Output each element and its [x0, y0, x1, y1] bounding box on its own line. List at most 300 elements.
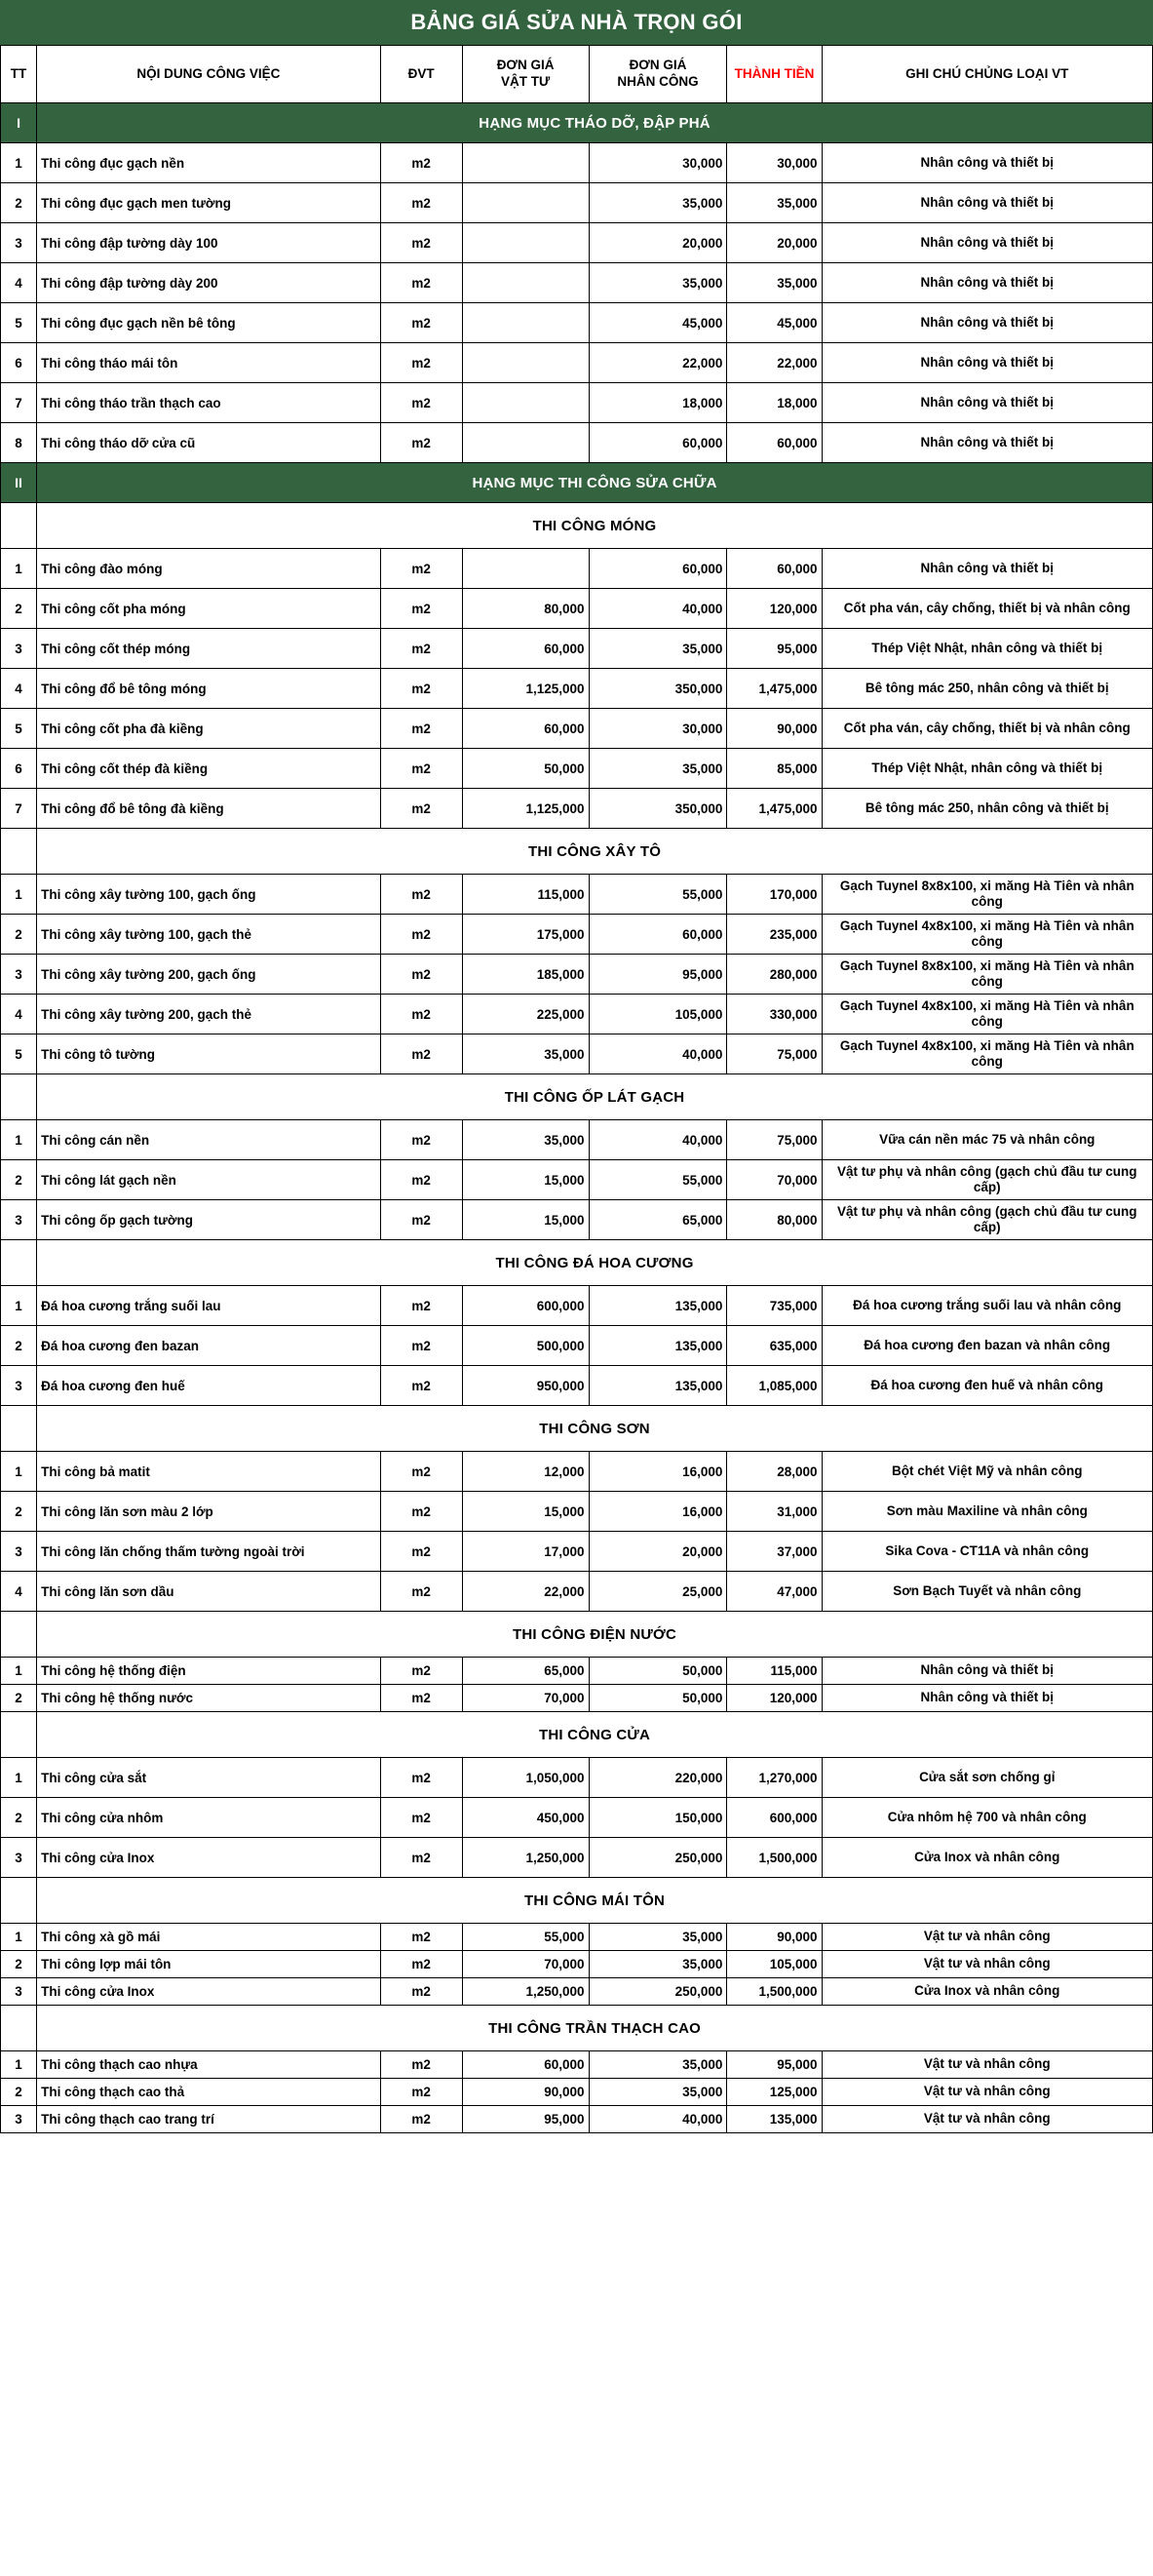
subsection-title: THI CÔNG MÁI TÔN [37, 1878, 1153, 1924]
row-material-price: 90,000 [462, 2079, 589, 2106]
row-unit: m2 [380, 995, 462, 1034]
row-work-name: Thi công cốt thép đà kiềng [37, 749, 381, 789]
row-total: 90,000 [727, 709, 822, 749]
row-note: Thép Việt Nhật, nhân công và thiết bị [822, 629, 1152, 669]
row-labor-price: 250,000 [589, 1978, 727, 2006]
column-header-material-price [462, 46, 589, 103]
row-material-price: 22,000 [462, 1572, 589, 1612]
row-total: 170,000 [727, 875, 822, 915]
row-work-name: Thi công cốt pha đà kiềng [37, 709, 381, 749]
table-row [1, 423, 1153, 463]
row-number: 5 [1, 1034, 37, 1074]
row-note: Vật tư và nhân công [822, 2106, 1152, 2133]
row-work-name: Thi công tô tường [37, 1034, 381, 1074]
row-note: Nhân công và thiết bị [822, 223, 1152, 263]
row-material-price: 60,000 [462, 629, 589, 669]
row-work-name: Thi công đục gạch nền bê tông [37, 303, 381, 343]
row-labor-price: 35,000 [589, 2051, 727, 2079]
subsection-title: THI CÔNG CỬA [37, 1712, 1153, 1758]
row-labor-price: 40,000 [589, 589, 727, 629]
row-unit: m2 [380, 1532, 462, 1572]
row-work-name: Thi công tháo dỡ cửa cũ [37, 423, 381, 463]
column-header-dvt: ĐVT [380, 46, 462, 103]
row-note: Vật tư và nhân công [822, 1951, 1152, 1978]
subsection-title: THI CÔNG ĐÁ HOA CƯƠNG [37, 1240, 1153, 1286]
table-row [1, 1034, 1153, 1074]
row-material-price [462, 343, 589, 383]
row-number: 3 [1, 1200, 37, 1240]
row-unit: m2 [380, 143, 462, 183]
row-number: 3 [1, 1978, 37, 2006]
row-unit: m2 [380, 955, 462, 995]
row-number: 2 [1, 2079, 37, 2106]
row-work-name: Thi công lợp mái tôn [37, 1951, 381, 1978]
subsection-header-row [1, 1074, 1153, 1120]
row-work-name: Thi công lăn sơn màu 2 lớp [37, 1492, 381, 1532]
row-material-price: 12,000 [462, 1452, 589, 1492]
row-unit: m2 [380, 1798, 462, 1838]
row-number: 4 [1, 995, 37, 1034]
row-material-price: 1,125,000 [462, 789, 589, 829]
row-note: Gạch Tuynel 4x8x100, xi măng Hà Tiên và nhân công [822, 995, 1152, 1034]
row-total: 22,000 [727, 343, 822, 383]
row-labor-price: 135,000 [589, 1286, 727, 1326]
row-labor-price: 50,000 [589, 1658, 727, 1685]
table-row [1, 1326, 1153, 1366]
price-table [0, 45, 1153, 2133]
row-total: 37,000 [727, 1532, 822, 1572]
table-row [1, 2051, 1153, 2079]
row-material-price [462, 423, 589, 463]
row-work-name: Thi công xây tường 200, gạch thẻ [37, 995, 381, 1034]
row-unit: m2 [380, 383, 462, 423]
row-total: 105,000 [727, 1951, 822, 1978]
section-roman: II [1, 463, 37, 503]
row-unit: m2 [380, 2106, 462, 2133]
row-material-price: 55,000 [462, 1924, 589, 1951]
row-total: 31,000 [727, 1492, 822, 1532]
subsection-title: THI CÔNG ỐP LÁT GẠCH [37, 1074, 1153, 1120]
subsection-header-row [1, 503, 1153, 549]
row-total: 60,000 [727, 423, 822, 463]
row-note: Gạch Tuynel 8x8x100, xi măng Hà Tiên và nhân công [822, 875, 1152, 915]
row-number: 3 [1, 629, 37, 669]
row-work-name: Thi công xây tường 100, gạch thẻ [37, 915, 381, 955]
row-total: 1,270,000 [727, 1758, 822, 1798]
row-note: Nhân công và thiết bị [822, 143, 1152, 183]
row-labor-price: 220,000 [589, 1758, 727, 1798]
row-unit: m2 [380, 1200, 462, 1240]
row-work-name: Thi công hệ thống điện [37, 1658, 381, 1685]
row-total: 95,000 [727, 629, 822, 669]
row-note: Nhân công và thiết bị [822, 183, 1152, 223]
row-note: Nhân công và thiết bị [822, 549, 1152, 589]
row-number: 7 [1, 789, 37, 829]
row-number: 2 [1, 1492, 37, 1532]
row-total: 45,000 [727, 303, 822, 343]
row-total: 95,000 [727, 2051, 822, 2079]
table-row [1, 1798, 1153, 1838]
row-number: 3 [1, 2106, 37, 2133]
row-note: Gạch Tuynel 4x8x100, xi măng Hà Tiên và nhân công [822, 1034, 1152, 1074]
row-note: Nhân công và thiết bị [822, 263, 1152, 303]
row-material-price: 225,000 [462, 995, 589, 1034]
row-note: Vật tư và nhân công [822, 1924, 1152, 1951]
row-note: Sơn Bạch Tuyết và nhân công [822, 1572, 1152, 1612]
column-header-total: THÀNH TIỀN [727, 46, 822, 103]
row-note: Sơn màu Maxiline và nhân công [822, 1492, 1152, 1532]
table-row [1, 1758, 1153, 1798]
row-labor-price: 55,000 [589, 875, 727, 915]
row-material-price: 15,000 [462, 1160, 589, 1200]
row-material-price: 60,000 [462, 709, 589, 749]
subsection-title: THI CÔNG TRẦN THẠCH CAO [37, 2006, 1153, 2051]
row-work-name: Thi công cửa nhôm [37, 1798, 381, 1838]
table-row [1, 749, 1153, 789]
subsection-title: THI CÔNG ĐIỆN NƯỚC [37, 1612, 1153, 1658]
row-note: Đá hoa cương đen huế và nhân công [822, 1366, 1152, 1406]
row-number: 1 [1, 875, 37, 915]
row-labor-price: 40,000 [589, 1120, 727, 1160]
subsection-blank-cell [1, 1406, 37, 1452]
row-note: Đá hoa cương đen bazan và nhân công [822, 1326, 1152, 1366]
row-unit: m2 [380, 1758, 462, 1798]
row-number: 2 [1, 589, 37, 629]
subsection-blank-cell [1, 829, 37, 875]
row-note: Cửa sắt sơn chống gỉ [822, 1758, 1152, 1798]
row-work-name: Thi công đục gạch men tường [37, 183, 381, 223]
table-row [1, 955, 1153, 995]
row-work-name: Thi công đổ bê tông móng [37, 669, 381, 709]
row-work-name: Thi công xà gồ mái [37, 1924, 381, 1951]
row-total: 600,000 [727, 1798, 822, 1838]
row-number: 2 [1, 1951, 37, 1978]
subsection-blank-cell [1, 1074, 37, 1120]
row-unit: m2 [380, 1838, 462, 1878]
row-note: Cốt pha ván, cây chống, thiết bị và nhân công [822, 709, 1152, 749]
subsection-blank-cell [1, 2006, 37, 2051]
row-total: 18,000 [727, 383, 822, 423]
table-row [1, 875, 1153, 915]
row-unit: m2 [380, 1492, 462, 1532]
table-row [1, 303, 1153, 343]
table-header [1, 46, 1153, 103]
row-unit: m2 [380, 589, 462, 629]
subsection-header-row [1, 1712, 1153, 1758]
table-row [1, 1685, 1153, 1712]
table-row [1, 1452, 1153, 1492]
table-row [1, 1658, 1153, 1685]
subsection-header-row [1, 1878, 1153, 1924]
table-row [1, 629, 1153, 669]
row-total: 30,000 [727, 143, 822, 183]
row-note: Vữa cán nền mác 75 và nhân công [822, 1120, 1152, 1160]
subsection-header-row [1, 1406, 1153, 1452]
row-material-price: 35,000 [462, 1120, 589, 1160]
row-note: Cửa Inox và nhân công [822, 1838, 1152, 1878]
row-material-price: 95,000 [462, 2106, 589, 2133]
row-material-price: 500,000 [462, 1326, 589, 1366]
row-note: Nhân công và thiết bị [822, 343, 1152, 383]
subsection-blank-cell [1, 1612, 37, 1658]
row-total: 60,000 [727, 549, 822, 589]
row-material-price: 70,000 [462, 1685, 589, 1712]
row-labor-price: 105,000 [589, 995, 727, 1034]
row-work-name: Thi công xây tường 200, gạch ống [37, 955, 381, 995]
row-material-price: 1,250,000 [462, 1978, 589, 2006]
table-body [1, 103, 1153, 2133]
row-work-name: Thi công đục gạch nền [37, 143, 381, 183]
row-labor-price: 35,000 [589, 2079, 727, 2106]
column-header-note: GHI CHÚ CHỦNG LOẠI VT [822, 46, 1152, 103]
row-labor-price: 350,000 [589, 789, 727, 829]
row-total: 115,000 [727, 1658, 822, 1685]
row-number: 1 [1, 1658, 37, 1685]
row-number: 1 [1, 143, 37, 183]
subsection-title: THI CÔNG MÓNG [37, 503, 1153, 549]
row-total: 28,000 [727, 1452, 822, 1492]
row-work-name: Thi công cốt thép móng [37, 629, 381, 669]
row-number: 1 [1, 1758, 37, 1798]
row-unit: m2 [380, 1924, 462, 1951]
row-total: 70,000 [727, 1160, 822, 1200]
row-number: 6 [1, 343, 37, 383]
row-unit: m2 [380, 1658, 462, 1685]
row-material-price: 65,000 [462, 1658, 589, 1685]
row-unit: m2 [380, 915, 462, 955]
row-number: 5 [1, 709, 37, 749]
row-unit: m2 [380, 1452, 462, 1492]
row-unit: m2 [380, 875, 462, 915]
labor-price-line1: ĐƠN GIÁ [629, 58, 687, 73]
row-total: 635,000 [727, 1326, 822, 1366]
subsection-blank-cell [1, 1240, 37, 1286]
table-row [1, 1924, 1153, 1951]
subsection-blank-cell [1, 1712, 37, 1758]
row-labor-price: 30,000 [589, 143, 727, 183]
row-labor-price: 35,000 [589, 1951, 727, 1978]
row-work-name: Thi công cán nền [37, 1120, 381, 1160]
table-row [1, 183, 1153, 223]
row-labor-price: 20,000 [589, 1532, 727, 1572]
row-number: 1 [1, 1924, 37, 1951]
table-row [1, 1838, 1153, 1878]
labor-price-line2: NHÂN CÔNG [617, 74, 699, 89]
row-labor-price: 250,000 [589, 1838, 727, 1878]
row-material-price [462, 303, 589, 343]
table-row [1, 709, 1153, 749]
section-roman: I [1, 103, 37, 143]
row-number: 2 [1, 915, 37, 955]
row-total: 280,000 [727, 955, 822, 995]
row-work-name: Thi công thạch cao nhựa [37, 2051, 381, 2079]
table-row [1, 2079, 1153, 2106]
row-total: 20,000 [727, 223, 822, 263]
row-work-name: Thi công tháo trần thạch cao [37, 383, 381, 423]
row-number: 3 [1, 955, 37, 995]
row-number: 6 [1, 749, 37, 789]
row-total: 1,500,000 [727, 1978, 822, 2006]
row-labor-price: 35,000 [589, 263, 727, 303]
row-total: 125,000 [727, 2079, 822, 2106]
row-note: Vật tư phụ và nhân công (gạch chủ đầu tư cung cấp) [822, 1160, 1152, 1200]
table-row [1, 143, 1153, 183]
row-total: 47,000 [727, 1572, 822, 1612]
row-material-price: 80,000 [462, 589, 589, 629]
row-labor-price: 16,000 [589, 1452, 727, 1492]
row-note: Nhân công và thiết bị [822, 383, 1152, 423]
row-number: 3 [1, 1532, 37, 1572]
table-row [1, 789, 1153, 829]
row-unit: m2 [380, 303, 462, 343]
row-total: 1,500,000 [727, 1838, 822, 1878]
row-number: 8 [1, 423, 37, 463]
row-number: 1 [1, 549, 37, 589]
row-material-price: 185,000 [462, 955, 589, 995]
row-number: 4 [1, 1572, 37, 1612]
row-unit: m2 [380, 1951, 462, 1978]
row-note: Bột chét Việt Mỹ và nhân công [822, 1452, 1152, 1492]
row-number: 1 [1, 2051, 37, 2079]
row-material-price [462, 383, 589, 423]
section-header-row [1, 463, 1153, 503]
row-work-name: Đá hoa cương đen huế [37, 1366, 381, 1406]
subsection-header-row [1, 1612, 1153, 1658]
row-labor-price: 16,000 [589, 1492, 727, 1532]
row-labor-price: 30,000 [589, 709, 727, 749]
row-labor-price: 40,000 [589, 2106, 727, 2133]
row-labor-price: 55,000 [589, 1160, 727, 1200]
row-work-name: Thi công đập tường dày 100 [37, 223, 381, 263]
row-unit: m2 [380, 343, 462, 383]
row-note: Bê tông mác 250, nhân công và thiết bị [822, 669, 1152, 709]
row-number: 2 [1, 1160, 37, 1200]
row-unit: m2 [380, 1572, 462, 1612]
row-labor-price: 135,000 [589, 1366, 727, 1406]
row-work-name: Đá hoa cương đen bazan [37, 1326, 381, 1366]
table-row [1, 1366, 1153, 1406]
row-labor-price: 40,000 [589, 1034, 727, 1074]
row-total: 75,000 [727, 1034, 822, 1074]
row-work-name: Thi công ốp gạch tường [37, 1200, 381, 1240]
row-note: Thép Việt Nhật, nhân công và thiết bị [822, 749, 1152, 789]
row-material-price: 60,000 [462, 2051, 589, 2079]
table-row [1, 2106, 1153, 2133]
row-number: 2 [1, 1798, 37, 1838]
section-title: HẠNG MỤC THÁO DỠ, ĐẬP PHÁ [37, 103, 1153, 143]
row-unit: m2 [380, 1120, 462, 1160]
row-work-name: Thi công lăn sơn dầu [37, 1572, 381, 1612]
table-row [1, 383, 1153, 423]
row-material-price: 600,000 [462, 1286, 589, 1326]
row-number: 3 [1, 1838, 37, 1878]
row-number: 5 [1, 303, 37, 343]
row-work-name: Thi công lát gạch nền [37, 1160, 381, 1200]
row-unit: m2 [380, 749, 462, 789]
row-material-price: 950,000 [462, 1366, 589, 1406]
row-number: 3 [1, 1366, 37, 1406]
table-row [1, 1286, 1153, 1326]
row-material-price: 70,000 [462, 1951, 589, 1978]
table-row [1, 1978, 1153, 2006]
row-note: Sika Cova - CT11A và nhân công [822, 1532, 1152, 1572]
row-material-price [462, 143, 589, 183]
row-unit: m2 [380, 1286, 462, 1326]
row-unit: m2 [380, 1034, 462, 1074]
row-labor-price: 35,000 [589, 749, 727, 789]
section-header-row [1, 103, 1153, 143]
row-number: 1 [1, 1120, 37, 1160]
row-work-name: Thi công thạch cao thả [37, 2079, 381, 2106]
row-number: 4 [1, 669, 37, 709]
row-total: 35,000 [727, 263, 822, 303]
row-note: Vật tư phụ và nhân công (gạch chủ đầu tư cung cấp) [822, 1200, 1152, 1240]
row-work-name: Thi công xây tường 100, gạch ống [37, 875, 381, 915]
row-material-price [462, 263, 589, 303]
row-work-name: Thi công lăn chống thấm tường ngoài trời [37, 1532, 381, 1572]
row-unit: m2 [380, 1160, 462, 1200]
table-row [1, 1200, 1153, 1240]
row-labor-price: 25,000 [589, 1572, 727, 1612]
material-price-line2: VẬT TƯ [500, 74, 551, 89]
subsection-header-row [1, 2006, 1153, 2051]
row-work-name: Thi công cửa Inox [37, 1978, 381, 2006]
row-total: 135,000 [727, 2106, 822, 2133]
row-note: Gạch Tuynel 8x8x100, xi măng Hà Tiên và nhân công [822, 955, 1152, 995]
row-unit: m2 [380, 789, 462, 829]
row-material-price: 17,000 [462, 1532, 589, 1572]
row-unit: m2 [380, 1685, 462, 1712]
row-work-name: Thi công đào móng [37, 549, 381, 589]
row-total: 735,000 [727, 1286, 822, 1326]
row-note: Đá hoa cương trắng suối lau và nhân công [822, 1286, 1152, 1326]
table-row [1, 223, 1153, 263]
table-row [1, 915, 1153, 955]
row-unit: m2 [380, 1978, 462, 2006]
row-note: Vật tư và nhân công [822, 2079, 1152, 2106]
table-row [1, 263, 1153, 303]
header-row [1, 46, 1153, 103]
row-number: 1 [1, 1286, 37, 1326]
row-work-name: Thi công cửa Inox [37, 1838, 381, 1878]
row-total: 80,000 [727, 1200, 822, 1240]
page-title: BẢNG GIÁ SỬA NHÀ TRỌN GÓI [0, 0, 1153, 45]
section-title: HẠNG MỤC THI CÔNG SỬA CHỮA [37, 463, 1153, 503]
row-unit: m2 [380, 1326, 462, 1366]
row-total: 1,475,000 [727, 789, 822, 829]
row-labor-price: 150,000 [589, 1798, 727, 1838]
row-material-price: 175,000 [462, 915, 589, 955]
subsection-blank-cell [1, 503, 37, 549]
row-total: 1,085,000 [727, 1366, 822, 1406]
row-unit: m2 [380, 263, 462, 303]
row-work-name: Đá hoa cương trắng suối lau [37, 1286, 381, 1326]
row-material-price: 115,000 [462, 875, 589, 915]
row-total: 235,000 [727, 915, 822, 955]
row-total: 75,000 [727, 1120, 822, 1160]
row-unit: m2 [380, 1366, 462, 1406]
row-material-price: 15,000 [462, 1200, 589, 1240]
row-total: 120,000 [727, 589, 822, 629]
row-labor-price: 18,000 [589, 383, 727, 423]
row-total: 120,000 [727, 1685, 822, 1712]
row-note: Gạch Tuynel 4x8x100, xi măng Hà Tiên và nhân công [822, 915, 1152, 955]
row-unit: m2 [380, 629, 462, 669]
row-note: Cửa nhôm hệ 700 và nhân công [822, 1798, 1152, 1838]
row-number: 2 [1, 183, 37, 223]
row-labor-price: 20,000 [589, 223, 727, 263]
row-note: Cửa Inox và nhân công [822, 1978, 1152, 2006]
